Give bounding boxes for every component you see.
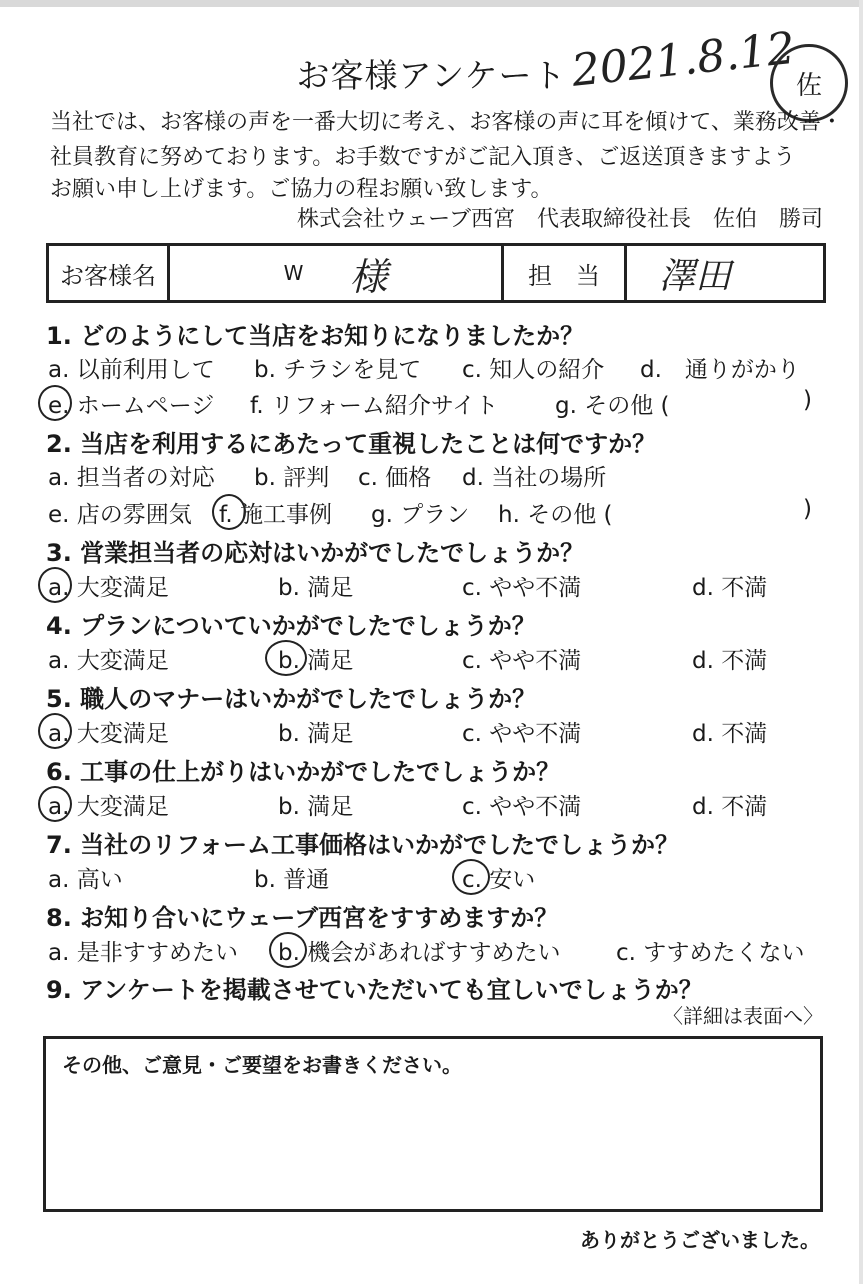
selection-circle	[269, 932, 307, 968]
q4-option-a[interactable]: a. 大変満足	[48, 648, 169, 674]
q3-option-c[interactable]: c. やや不満	[462, 575, 582, 601]
selection-circle	[452, 859, 490, 895]
q5-option-b[interactable]: b. 満足	[278, 721, 354, 747]
q3-option-d[interactable]: d. 不満	[692, 575, 768, 601]
q1-option-d[interactable]: d. 通りがかり	[640, 357, 800, 383]
staff-name: 澤田	[658, 255, 731, 297]
staff-label: 担 当	[528, 261, 600, 290]
q1-option-f[interactable]: f. リフォーム紹介サイト	[250, 393, 499, 419]
q7-option-b[interactable]: b. 普通	[254, 867, 330, 893]
q4-option-b[interactable]: b. 満足	[278, 648, 354, 674]
seal-stamp-text: 佐	[795, 70, 822, 101]
question-8: 8. お知り合いにウェーブ西宮をすすめますか？	[46, 904, 559, 932]
q6-option-a[interactable]: a. 大変満足	[48, 794, 169, 820]
selection-circle	[212, 494, 246, 530]
q3-option-a[interactable]: a. 大変満足	[48, 575, 169, 601]
q5-option-a[interactable]: a. 大変満足	[48, 721, 169, 747]
q5-option-c[interactable]: c. やや不満	[462, 721, 582, 747]
staff-name-field[interactable]	[627, 246, 823, 300]
comments-label: その他、ご意見・ご要望をお書きください。	[62, 1053, 462, 1077]
q4-option-d[interactable]: d. 不満	[692, 648, 768, 674]
question-6: 6. 工事の仕上がりはいかがでしたでしょうか？	[46, 758, 561, 786]
selection-circle	[38, 786, 72, 822]
comments-box[interactable]	[43, 1036, 823, 1212]
selection-circle	[265, 640, 307, 676]
q2-option-g[interactable]: g. プラン	[371, 502, 470, 528]
q1-option-b[interactable]: b. チラシを見て	[254, 357, 422, 383]
q2-option-a[interactable]: a. 担当者の対応	[48, 465, 215, 491]
q1-option-g[interactable]: g. その他 (	[555, 393, 670, 419]
q2-option-c[interactable]: c. 価格	[358, 465, 432, 491]
q1-option-c[interactable]: c. 知人の紹介	[462, 357, 605, 383]
selection-circle	[38, 385, 72, 421]
q8-option-a[interactable]: a. 是非すすめたい	[48, 940, 238, 966]
q7-option-c[interactable]: c. 安い	[462, 867, 536, 893]
customer-initial: W	[283, 261, 304, 285]
q1-option-e[interactable]: e. ホームページ	[48, 393, 215, 419]
q5-option-d[interactable]: d. 不満	[692, 721, 768, 747]
question-2: 2. 当店を利用するにあたって重視したことは何ですか？	[46, 430, 657, 458]
question-7: 7. 当社のリフォーム工事価格はいかがでしたでしょうか？	[46, 831, 679, 859]
q6-option-c[interactable]: c. やや不満	[462, 794, 582, 820]
thank-you-text: ありがとうございました。	[580, 1228, 820, 1252]
scan-edge-top	[0, 0, 863, 7]
company-signature: 株式会社ウェーブ西宮 代表取締役社長 佐伯 勝司	[296, 207, 823, 232]
customer-info-box	[46, 243, 826, 303]
q4-option-c[interactable]: c. やや不満	[462, 648, 582, 674]
intro-line-3: お願い申し上げます。ご協力の程お願い致します。	[50, 177, 553, 202]
q2-option-e[interactable]: e. 店の雰囲気	[48, 502, 192, 528]
customer-name-field[interactable]	[170, 246, 501, 300]
scan-edge-right	[859, 0, 863, 1284]
survey-title: お客様アンケート	[296, 56, 567, 95]
question-4: 4. プランについていかがでしたでしょうか？	[46, 612, 536, 640]
customer-name-label: お客様名	[60, 261, 156, 290]
q2-other-close: )	[803, 496, 812, 522]
question-9: 9. アンケートを掲載させていただいても宜しいでしょうか？	[46, 976, 703, 1004]
q1-other-close: )	[803, 387, 812, 413]
selection-circle	[38, 713, 72, 749]
selection-circle	[38, 567, 72, 603]
q7-option-a[interactable]: a. 高い	[48, 867, 123, 893]
q8-option-b[interactable]: b. 機会があればすすめたい	[278, 940, 561, 966]
q2-option-f[interactable]: f. 施工事例	[219, 502, 333, 528]
customer-honorific: 様	[349, 254, 388, 299]
q2-option-b[interactable]: b. 評判	[254, 465, 330, 491]
question-5: 5. 職人のマナーはいかがでしたでしょうか？	[46, 685, 537, 713]
question-3: 3. 営業担当者の応対はいかがでしたでしょうか？	[46, 539, 585, 567]
q6-option-b[interactable]: b. 満足	[278, 794, 354, 820]
q2-option-h[interactable]: h. その他 (	[498, 502, 613, 528]
intro-line-2: 社員教育に努めております。お手数ですがご記入頂き、ご返送頂きますよう	[50, 145, 796, 170]
see-reverse-note: 〈詳細は表面へ〉	[663, 1004, 823, 1028]
intro-line-1: 当社では、お客様の声を一番大切に考え、お客様の声に耳を傾けて、業務改善・	[50, 110, 843, 135]
handwritten-date: 2021.8.12	[569, 22, 798, 97]
q2-option-d[interactable]: d. 当社の場所	[462, 465, 607, 491]
q8-option-c[interactable]: c. すすめたくない	[616, 940, 805, 966]
q3-option-b[interactable]: b. 満足	[278, 575, 354, 601]
q1-option-a[interactable]: a. 以前利用して	[48, 357, 215, 383]
question-1: 1. どのようにして当店をお知りになりましたか？	[46, 322, 585, 350]
q6-option-d[interactable]: d. 不満	[692, 794, 768, 820]
